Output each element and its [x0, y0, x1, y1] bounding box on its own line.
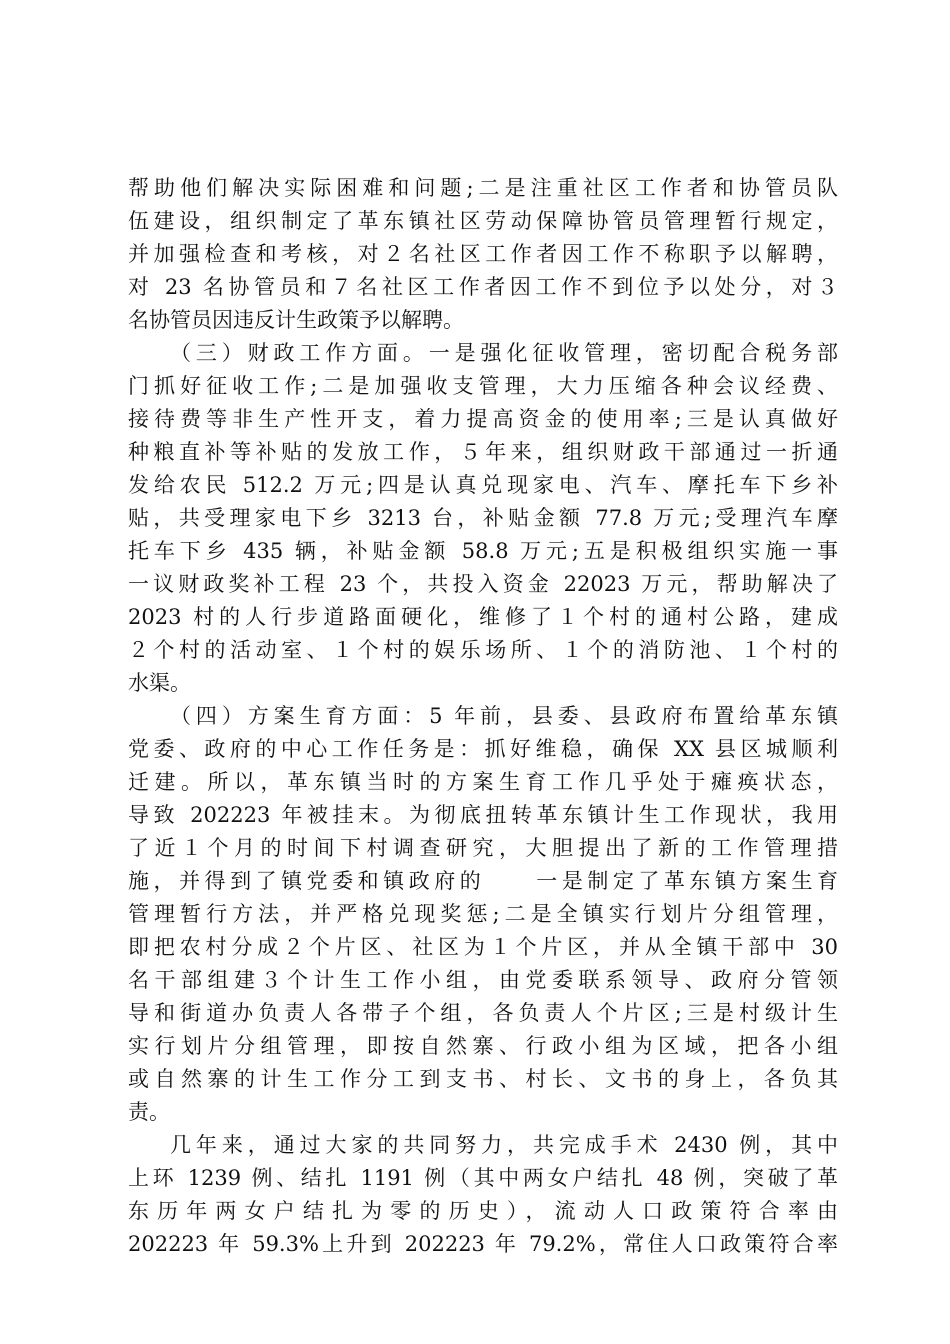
text-line: 接待费等非生产性开支，着力提高资金的使用率;三是认真做好	[128, 407, 838, 431]
text-line: 发给农民 512.2 万元;四是认真兑现家电、汽车、摩托车下乡补	[128, 473, 838, 497]
text-line: 2023 村的人行步道路面硬化，维修了１个村的通村公路，建成	[128, 605, 838, 629]
text-line: 或自然寨的计生工作分工到支书、村长、文书的身上，各负其	[128, 1067, 838, 1091]
paragraph-3	[128, 700, 838, 1129]
text-line: 托车下乡 435 辆，补贴金额 58.8 万元;五是积极组织实施一事	[128, 539, 838, 563]
text-line: 名干部组建３个计生工作小组，由党委联系领导、政府分管领	[128, 968, 838, 992]
text-line: 几年来，通过大家的共同努力，共完成手术 2430 例，其中	[170, 1133, 838, 1157]
paragraph-4	[128, 1129, 838, 1261]
text-line: （三）财政工作方面。一是强化征收管理，密切配合税务部	[170, 341, 838, 365]
text-line: 导和街道办负责人各带子个组，各负责人个片区;三是村级计生	[128, 1001, 838, 1025]
paragraph-1	[128, 172, 838, 337]
text-line: 实行划片分组管理，即按自然寨、行政小组为区域，把各小组	[128, 1034, 838, 1058]
text-line: 并加强检查和考核，对２名社区工作者因工作不称职予以解聘，	[128, 242, 838, 266]
text-line: 了近１个月的时间下村调查研究，大胆提出了新的工作管理措	[128, 836, 838, 860]
text-line: 管理暂行方法，并严格兑现奖惩;二是全镇实行划片分组管理，	[128, 902, 838, 926]
paragraph-2	[128, 337, 838, 700]
text-line: 贴，共受理家电下乡 3213 台，补贴金额 77.8 万元;受理汽车摩	[128, 506, 838, 530]
text-line: （四）方案生育方面：5 年前，县委、县政府布置给革东镇	[170, 704, 838, 728]
document-body	[128, 172, 838, 1261]
text-line: ２个村的活动室、１个村的娱乐场所、１个的消防池、１个村的	[128, 638, 838, 662]
text-line: 迁建。所以，革东镇当时的方案生育工作几乎处于瘫痪状态，	[128, 770, 838, 794]
text-line: 东历年两女户结扎为零的历史），流动人口政策符合率由	[128, 1199, 838, 1223]
text-line: 导致 202223 年被挂末。为彻底扭转革东镇计生工作现状，我用	[128, 803, 838, 827]
text-line: 党委、政府的中心工作任务是：抓好维稳，确保 XX 县区城顺利	[128, 737, 838, 761]
text-line: 对 23 名协管员和７名社区工作者因工作不到位予以处分，对３	[128, 275, 838, 299]
text-line: 种粮直补等补贴的发放工作，５年来，组织财政干部通过一折通	[128, 440, 838, 464]
text-line: 施，并得到了镇党委和镇政府的 一是制定了革东镇方案生育	[128, 869, 838, 893]
text-line: 帮助他们解决实际困难和问题;二是注重社区工作者和协管员队	[128, 176, 838, 200]
text-line: 责。	[128, 1100, 170, 1124]
text-line: 即把农村分成２个片区、社区为１个片区，并从全镇干部中 30	[128, 935, 838, 959]
text-line: 上环 1239 例、结扎 1191 例（其中两女户结扎 48 例，突破了革	[128, 1166, 838, 1190]
text-line: 伍建设，组织制定了革东镇社区劳动保障协管员管理暂行规定，	[128, 209, 838, 233]
text-line: 一议财政奖补工程 23 个，共投入资金 22023 万元，帮助解决了	[128, 572, 838, 596]
text-line: 名协管员因违反计生政策予以解聘。	[128, 308, 464, 332]
text-line: 水渠。	[128, 671, 191, 695]
text-line: 门抓好征收工作;二是加强收支管理，大力压缩各种会议经费、	[128, 374, 838, 398]
text-line: 202223 年 59.3%上升到 202223 年 79.2%，常住人口政策符合率	[128, 1232, 838, 1256]
